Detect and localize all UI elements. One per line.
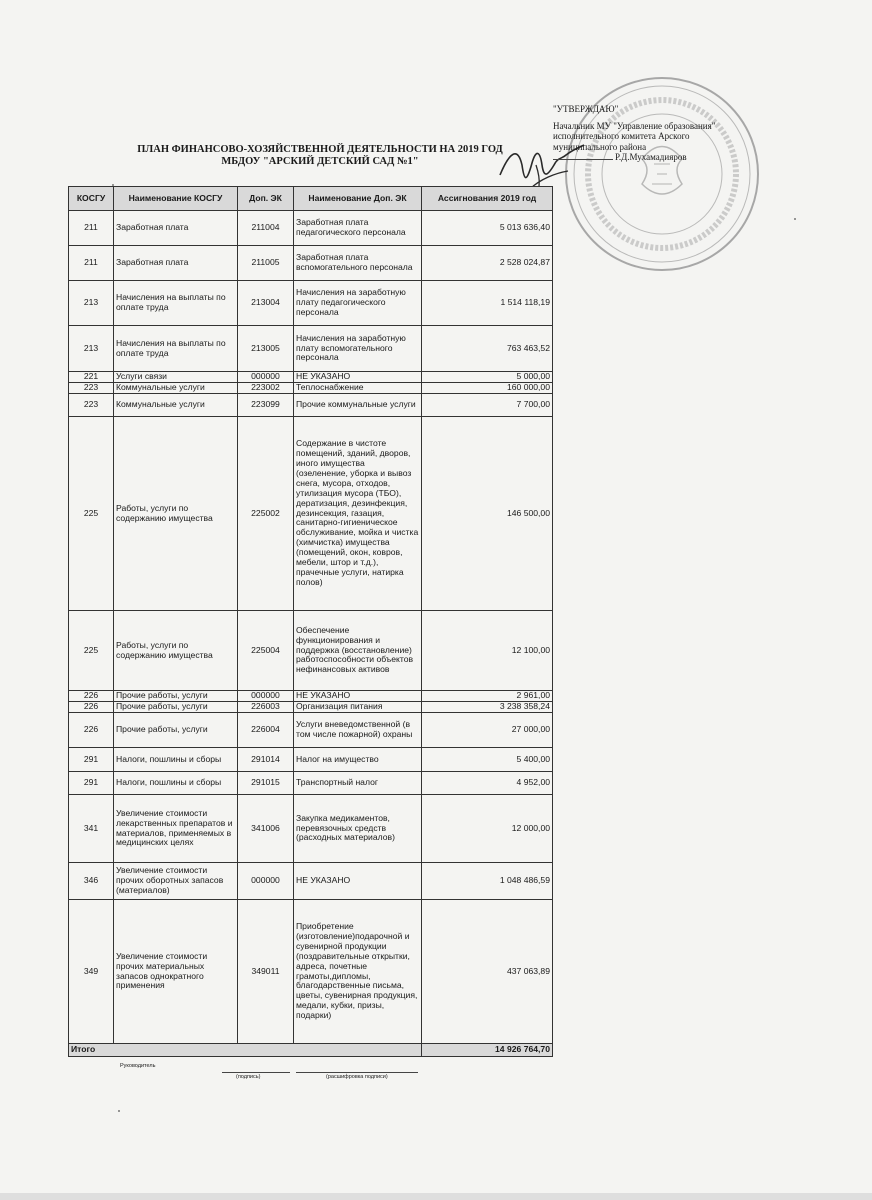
- cell-dop-ek-name: Налог на имущество: [294, 748, 422, 772]
- table-row: [69, 372, 553, 383]
- cell-kosgu: 226: [69, 691, 114, 702]
- approval-signer-row: [553, 152, 753, 163]
- cell-sum: 160 000,00: [422, 383, 553, 394]
- header-kosgu-name: Наименование КОСГУ: [114, 187, 238, 211]
- cell-kosgu-name: Увеличение стоимости лекарственных препаратов и материалов, применяемых в медицинских целях: [114, 795, 238, 863]
- cell-dop-ek-name: Содержание в чистоте помещений, зданий, дворов, иного имущества (озеленение, уборка и вывоз снега, мусора, отходов, утилизация мусора (ТБО), дератизация, дезинфекция, дезинсекция, газация, санитарно-гигиеническое обслуживание, мойка и чистка (химчистка) имущества (помещений, окон, ковров, мебели, штор и т.д.), прачечные услуги, натирка полов): [294, 417, 422, 611]
- approval-line-1: Начальник МУ "Управление образования": [553, 120, 716, 131]
- cell-dop-ek: 213005: [238, 326, 294, 372]
- table-row: [69, 748, 553, 772]
- cell-dop-ek-name: Обеспечение функционирования и поддержка (восстановление) работоспособности объектов нефинансовых активов: [294, 611, 422, 691]
- table-row: [69, 702, 553, 713]
- header-kosgu: КОСГУ: [69, 187, 114, 211]
- cell-sum: 1 048 486,59: [422, 863, 553, 900]
- cell-kosgu-name: Работы, услуги по содержанию имущества: [114, 417, 238, 611]
- cell-kosgu-name: Заработная плата: [114, 246, 238, 281]
- cell-sum: 7 700,00: [422, 394, 553, 417]
- table-row: [69, 713, 553, 748]
- cell-dop-ek: 225002: [238, 417, 294, 611]
- table-header-row: [69, 187, 553, 211]
- approval-line-2: исполнительного комитета Арского: [553, 131, 690, 141]
- footer-signature-caption: (подпись): [236, 1074, 261, 1080]
- cell-kosgu-name: Налоги, пошлины и сборы: [114, 772, 238, 795]
- cell-kosgu: 349: [69, 900, 114, 1044]
- cell-dop-ek-name: Транспортный налог: [294, 772, 422, 795]
- cell-kosgu-name: Увеличение стоимости прочих оборотных запасов (материалов): [114, 863, 238, 900]
- cell-dop-ek: 000000: [238, 863, 294, 900]
- cell-sum: 2 528 024,87: [422, 246, 553, 281]
- cell-kosgu-name: Работы, услуги по содержанию имущества: [114, 611, 238, 691]
- cell-sum: 1 514 118,19: [422, 281, 553, 326]
- table-row: [69, 246, 553, 281]
- cell-kosgu: 223: [69, 383, 114, 394]
- cell-kosgu: 346: [69, 863, 114, 900]
- approval-signer: Р.Д.Мухамадияров: [615, 152, 687, 162]
- cell-kosgu-name: Начисления на выплаты по оплате труда: [114, 281, 238, 326]
- cell-kosgu: 226: [69, 713, 114, 748]
- financial-plan-table: [68, 186, 553, 1057]
- cell-sum: 12 100,00: [422, 611, 553, 691]
- cell-kosgu-name: Прочие работы, услуги: [114, 702, 238, 713]
- cell-dop-ek: 225004: [238, 611, 294, 691]
- table-row: [69, 611, 553, 691]
- cell-sum: 146 500,00: [422, 417, 553, 611]
- approval-line-3: муниципального района: [553, 141, 647, 152]
- cell-sum: 27 000,00: [422, 713, 553, 748]
- table-row: [69, 795, 553, 863]
- table-row: [69, 326, 553, 372]
- cell-dop-ek-name: Теплоснабжение: [294, 383, 422, 394]
- cell-dop-ek-name: НЕ УКАЗАНО: [294, 863, 422, 900]
- header-dop-ek-name: Наименование Доп. ЭК: [294, 187, 422, 211]
- cell-kosgu-name: Услуги связи: [114, 372, 238, 383]
- approval-title: "УТВЕРЖДАЮ": [553, 104, 619, 114]
- cell-kosgu: 291: [69, 748, 114, 772]
- table-row: [69, 394, 553, 417]
- scan-speck: [112, 184, 114, 186]
- cell-dop-ek: 291014: [238, 748, 294, 772]
- document-title-line-2: МБДОУ "АРСКИЙ ДЕТСКИЙ САД №1": [221, 156, 419, 167]
- approval-signature-line: [553, 159, 613, 160]
- cell-kosgu: 225: [69, 417, 114, 611]
- footer-signature-line: [222, 1072, 290, 1073]
- cell-dop-ek-name: Заработная плата педагогического персонала: [294, 211, 422, 246]
- cell-kosgu-name: Налоги, пошлины и сборы: [114, 748, 238, 772]
- cell-dop-ek: 211005: [238, 246, 294, 281]
- cell-dop-ek-name: Начисления на заработную плату вспомогательного персонала: [294, 326, 422, 372]
- cell-kosgu: 225: [69, 611, 114, 691]
- page-bottom-edge: [0, 1193, 872, 1200]
- total-label: Итого: [69, 1044, 422, 1057]
- cell-kosgu: 221: [69, 372, 114, 383]
- cell-dop-ek: 000000: [238, 691, 294, 702]
- cell-dop-ek: 226003: [238, 702, 294, 713]
- cell-kosgu-name: Заработная плата: [114, 211, 238, 246]
- table-row: [69, 211, 553, 246]
- cell-dop-ek-name: Организация питания: [294, 702, 422, 713]
- header-allocation: Ассигнования 2019 год: [422, 187, 553, 211]
- footer-decoding-line: [296, 1072, 418, 1073]
- cell-dop-ek: 211004: [238, 211, 294, 246]
- cell-sum: 12 000,00: [422, 795, 553, 863]
- cell-sum: 5 000,00: [422, 372, 553, 383]
- cell-sum: 3 238 358,24: [422, 702, 553, 713]
- table-row: [69, 772, 553, 795]
- cell-dop-ek: 223099: [238, 394, 294, 417]
- table-row: [69, 417, 553, 611]
- approval-block: [553, 104, 753, 163]
- cell-kosgu-name: Увеличение стоимости прочих материальных запасов однократного применения: [114, 900, 238, 1044]
- cell-dop-ek: 341006: [238, 795, 294, 863]
- cell-kosgu-name: Прочие работы, услуги: [114, 713, 238, 748]
- cell-kosgu: 341: [69, 795, 114, 863]
- cell-dop-ek-name: Заработная плата вспомогательного персонала: [294, 246, 422, 281]
- cell-dop-ek-name: НЕ УКАЗАНО: [294, 372, 422, 383]
- table-row: [69, 691, 553, 702]
- cell-dop-ek: 223002: [238, 383, 294, 394]
- cell-dop-ek: 000000: [238, 372, 294, 383]
- cell-dop-ek-name: НЕ УКАЗАНО: [294, 691, 422, 702]
- footer-decoding-caption: (расшифровка подписи): [326, 1074, 388, 1080]
- cell-kosgu: 213: [69, 326, 114, 372]
- table-row: [69, 383, 553, 394]
- cell-dop-ek: 226004: [238, 713, 294, 748]
- cell-dop-ek: 213004: [238, 281, 294, 326]
- cell-sum: 2 961,00: [422, 691, 553, 702]
- table-row: [69, 863, 553, 900]
- cell-sum: 5 400,00: [422, 748, 553, 772]
- cell-kosgu: 226: [69, 702, 114, 713]
- table-row: [69, 281, 553, 326]
- cell-kosgu: 211: [69, 246, 114, 281]
- cell-sum: 5 013 636,40: [422, 211, 553, 246]
- table-total-row: [69, 1044, 553, 1057]
- cell-kosgu-name: Начисления на выплаты по оплате труда: [114, 326, 238, 372]
- cell-kosgu-name: Коммунальные услуги: [114, 383, 238, 394]
- cell-sum: 763 463,52: [422, 326, 553, 372]
- cell-dop-ek-name: Прочие коммунальные услуги: [294, 394, 422, 417]
- cell-dop-ek-name: Закупка медикаментов, перевязочных средств (расходных материалов): [294, 795, 422, 863]
- scan-speck: [118, 1110, 120, 1112]
- cell-kosgu: 291: [69, 772, 114, 795]
- cell-dop-ek-name: Услуги вневедомственной (в том числе пожарной) охраны: [294, 713, 422, 748]
- table-row: [69, 900, 553, 1044]
- document-title-line-1: ПЛАН ФИНАНСОВО-ХОЗЯЙСТВЕННОЙ ДЕЯТЕЛЬНОСТИ НА 2019 ГОД: [137, 144, 503, 155]
- cell-dop-ek-name: Начисления на заработную плату педагогического персонала: [294, 281, 422, 326]
- cell-sum: 437 063,89: [422, 900, 553, 1044]
- scan-speck: [794, 218, 796, 220]
- total-sum: 14 926 764,70: [422, 1044, 553, 1057]
- cell-kosgu: 223: [69, 394, 114, 417]
- cell-dop-ek: 349011: [238, 900, 294, 1044]
- cell-sum: 4 952,00: [422, 772, 553, 795]
- footer-role: Руководитель: [120, 1063, 156, 1069]
- document-title: [120, 144, 520, 168]
- cell-dop-ek-name: Приобретение (изготовление)подарочной и сувенирной продукции (поздравительные открытки, адреса, почетные грамоты,дипломы, благодарственные письма, цветы, сувенирная продукция, медали, кубки, призы, подарки): [294, 900, 422, 1044]
- cell-kosgu-name: Коммунальные услуги: [114, 394, 238, 417]
- cell-dop-ek: 291015: [238, 772, 294, 795]
- cell-kosgu-name: Прочие работы, услуги: [114, 691, 238, 702]
- cell-kosgu: 211: [69, 211, 114, 246]
- header-dop-ek: Доп. ЭК: [238, 187, 294, 211]
- cell-kosgu: 213: [69, 281, 114, 326]
